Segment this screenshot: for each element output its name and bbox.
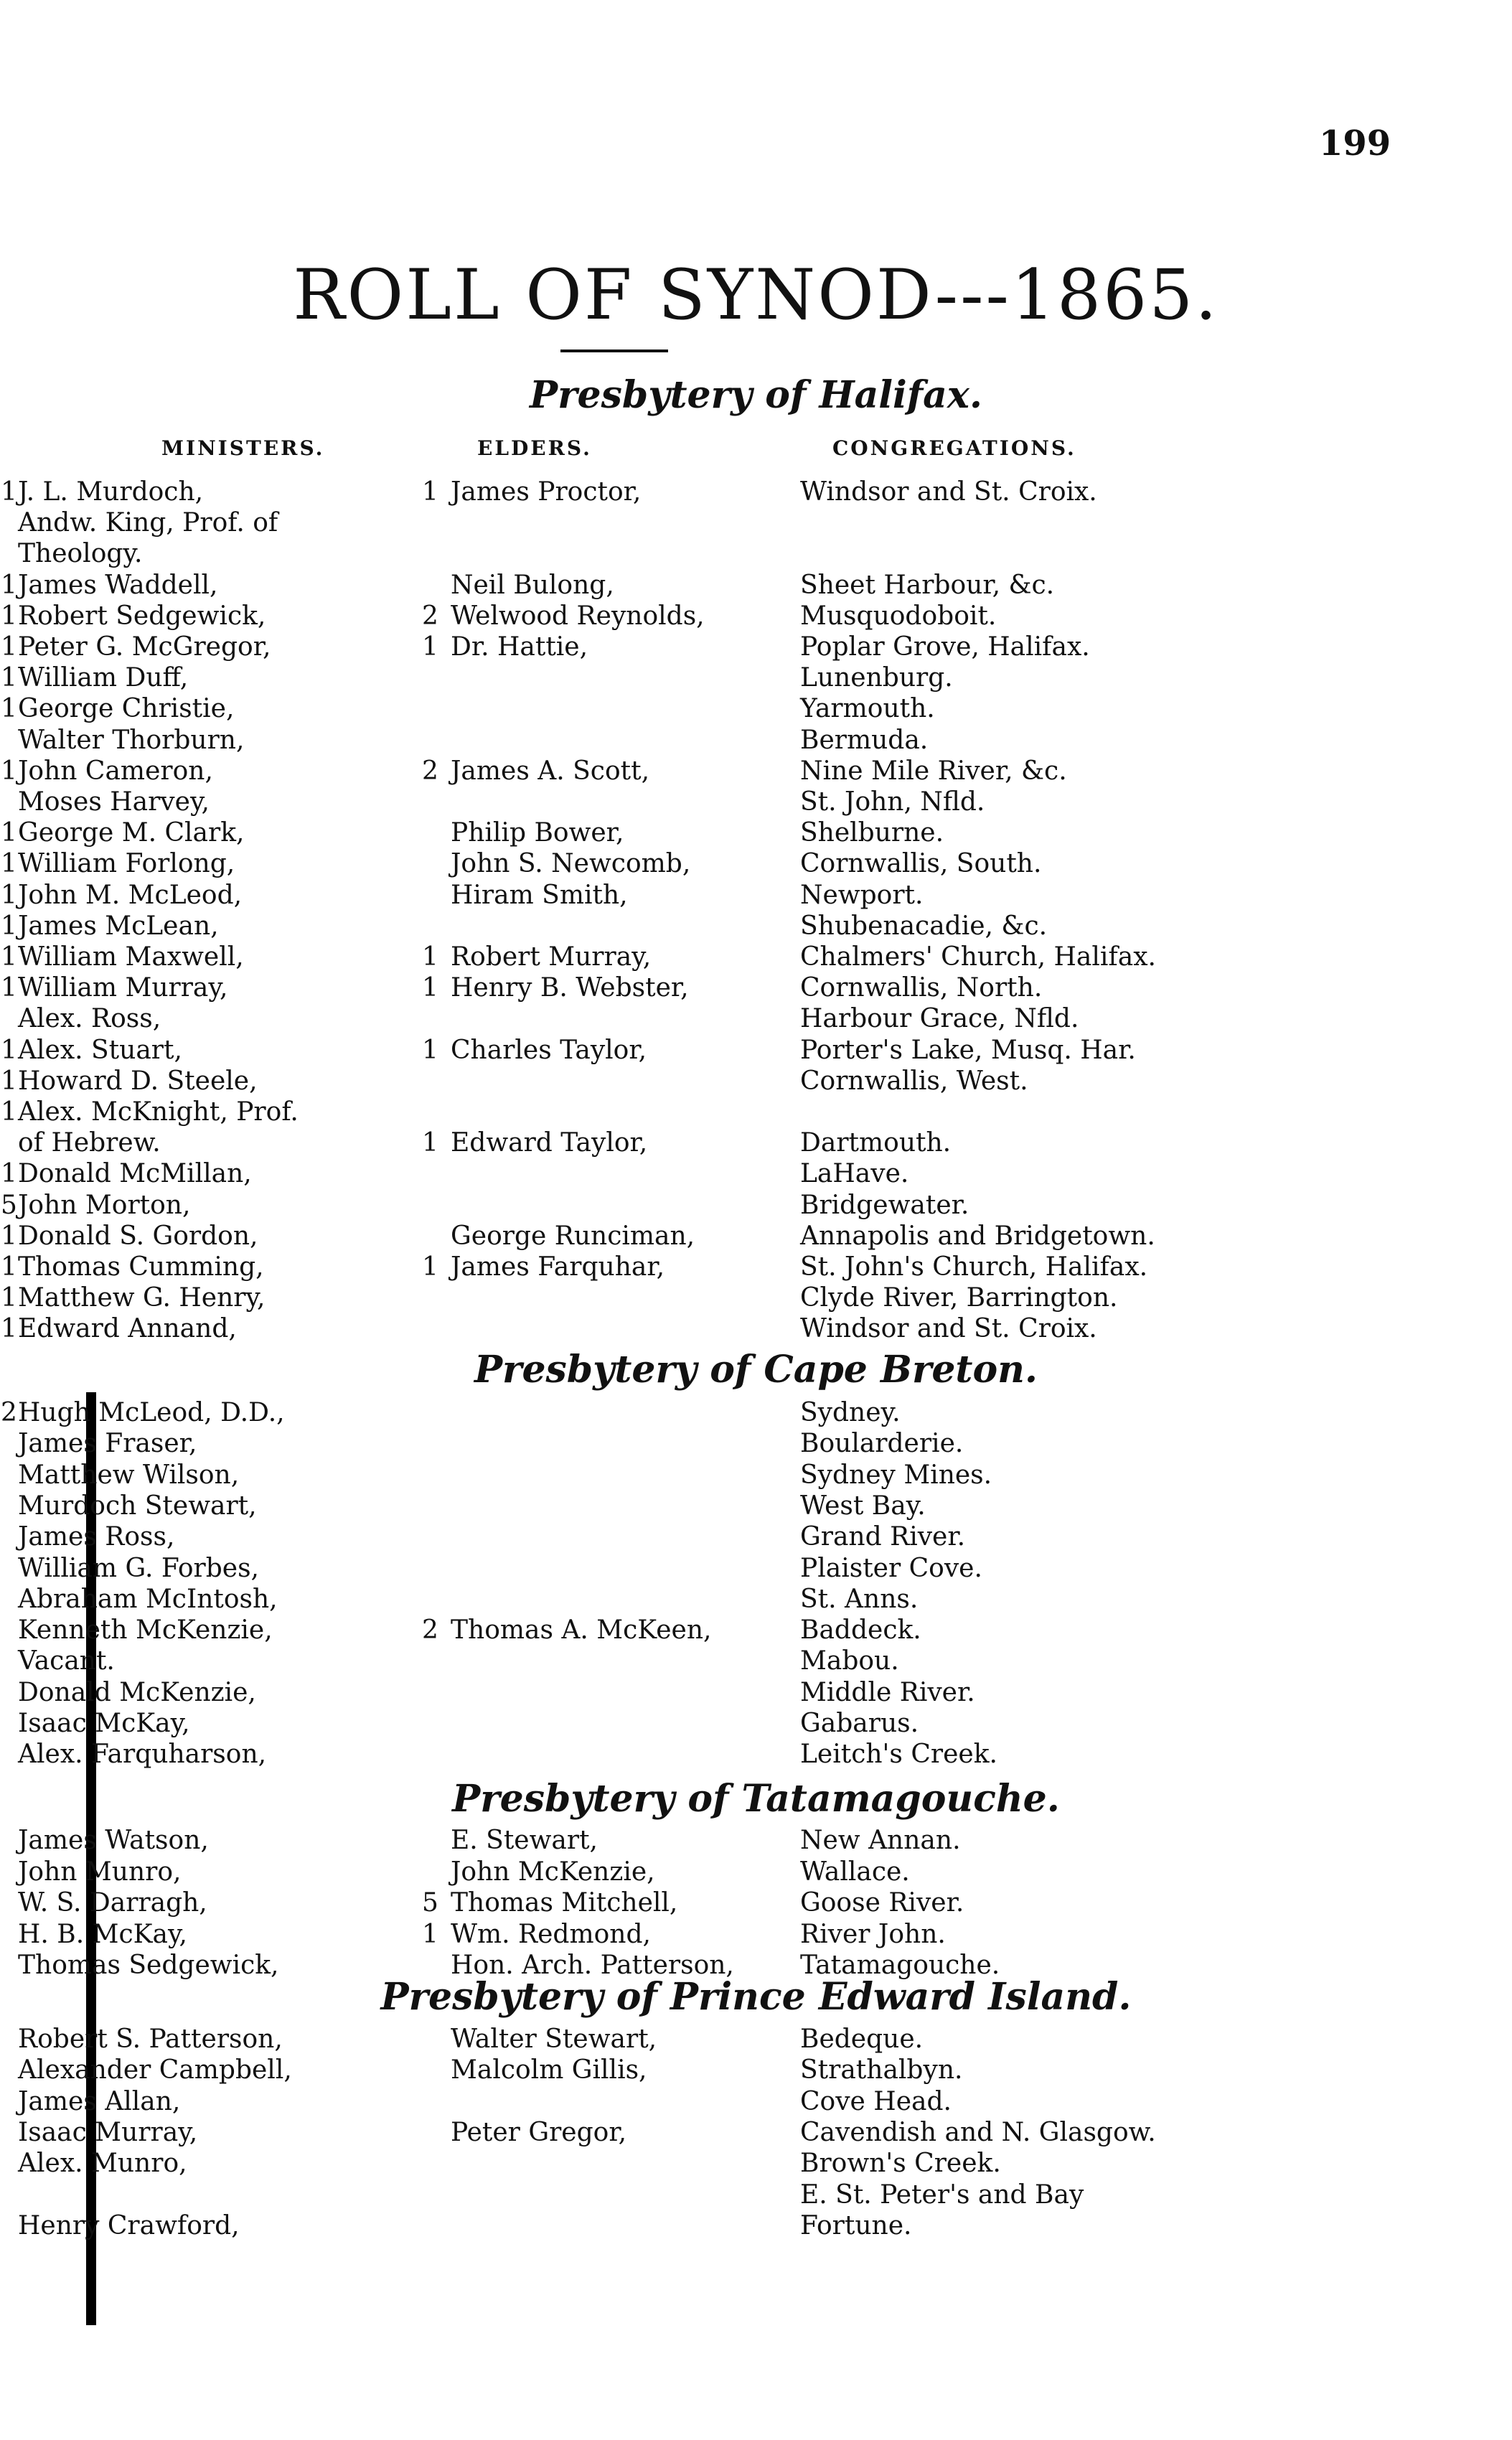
minister-name: J. L. Murdoch, <box>18 477 204 507</box>
congregation-name: E. St. Peter's and Bay <box>800 2180 1084 2210</box>
congregation-name: New Annan. <box>800 1826 961 1855</box>
minister-name: Isaac McKay, <box>18 1709 190 1738</box>
minister-count: 1 <box>1 881 17 910</box>
roll-row <box>0 1553 1512 1585</box>
roll-row <box>0 1035 1512 1066</box>
congregation-name: Harbour Grace, Nfld. <box>800 1004 1079 1033</box>
elder-count: 2 <box>422 1615 438 1645</box>
minister-count: 1 <box>1 1159 17 1188</box>
congregation-name: Annapolis and Bridgetown. <box>800 1221 1155 1251</box>
minister-count: 1 <box>1 911 17 941</box>
congregation-name: St. Anns. <box>800 1585 919 1614</box>
congregation-name: Boularderie. <box>800 1429 964 1458</box>
minister-name: Donald McKenzie, <box>18 1678 256 1707</box>
roll-row <box>0 1460 1512 1491</box>
column-header-ministers: MINISTERS. <box>161 436 325 460</box>
roll-row <box>0 1521 1512 1553</box>
congregation-name: Shelburne. <box>800 818 944 848</box>
elder-name: James A. Scott, <box>451 756 650 786</box>
congregation-name: Clyde River, Barrington. <box>800 1283 1118 1313</box>
elder-count: 5 <box>422 1888 438 1918</box>
congregation-name: Cornwallis, West. <box>800 1066 1028 1096</box>
minister-count: 1 <box>1 1097 17 1127</box>
congregation-name: Sheet Harbour, &c. <box>800 571 1055 600</box>
minister-count: 1 <box>1 1252 17 1282</box>
congregation-name: Mabou. <box>800 1646 899 1676</box>
congregation-name: Bridgewater. <box>800 1191 969 1220</box>
minister-count: 1 <box>1 1314 17 1343</box>
roll-row <box>0 1708 1512 1740</box>
elder-name: James Farquhar, <box>451 1252 665 1282</box>
roll-row <box>0 1003 1512 1035</box>
congregation-name: Sydney Mines. <box>800 1460 992 1490</box>
roll-row <box>0 2179 1512 2211</box>
congregation-name: River John. <box>800 1920 946 1949</box>
elder-name: Walter Stewart, <box>451 2024 657 2054</box>
congregation-name: Windsor and St. Croix. <box>800 1314 1097 1343</box>
congregation-name: Musquodoboit. <box>800 601 997 631</box>
minister-name: John Munro, <box>18 1857 182 1887</box>
elder-name: George Runciman, <box>451 1221 695 1251</box>
minister-name: Donald S. Gordon, <box>18 1221 258 1251</box>
roll-row <box>0 1615 1512 1646</box>
minister-name: Hugh McLeod, D.D., <box>18 1398 285 1427</box>
congregation-name: Wallace. <box>800 1857 910 1887</box>
congregation-name: Brown's Creek. <box>800 2149 1001 2178</box>
roll-row <box>0 1677 1512 1709</box>
elder-count: 1 <box>422 1036 438 1065</box>
minister-name: of Hebrew. <box>18 1128 161 1158</box>
minister-name: Robert S. Patterson, <box>18 2024 283 2054</box>
elder-name: Edward Taylor, <box>451 1128 648 1158</box>
minister-name: Peter G. McGregor, <box>18 632 271 662</box>
title-divider <box>560 349 668 352</box>
roll-row <box>0 2024 1512 2055</box>
congregation-name: Porter's Lake, Musq. Har. <box>800 1036 1136 1065</box>
minister-name: Matthew Wilson, <box>18 1460 240 1490</box>
congregation-name: Chalmers' Church, Halifax. <box>800 942 1156 972</box>
minister-name: Murdoch Stewart, <box>18 1491 257 1521</box>
roll-row <box>0 2055 1512 2086</box>
elder-count: 1 <box>422 1252 438 1282</box>
roll-row <box>0 538 1512 570</box>
roll-row <box>0 1857 1512 1888</box>
elder-name: E. Stewart, <box>451 1826 598 1855</box>
roll-row <box>0 570 1512 601</box>
elder-name: John McKenzie, <box>451 1857 655 1887</box>
elder-name: Charles Taylor, <box>451 1036 647 1065</box>
roll-row <box>0 880 1512 911</box>
elder-count: 2 <box>422 601 438 631</box>
minister-name: George Christie, <box>18 694 235 723</box>
roll-row <box>0 2148 1512 2179</box>
congregation-name: Cavendish and N. Glasgow. <box>800 2118 1156 2147</box>
minister-name: Robert Sedgewick, <box>18 601 266 631</box>
elder-name: Thomas Mitchell, <box>451 1888 678 1918</box>
elder-name: Neil Bulong, <box>451 571 614 600</box>
elder-count: 1 <box>422 632 438 662</box>
minister-count: 1 <box>1 663 17 693</box>
minister-count: 1 <box>1 694 17 723</box>
minister-name: Vacant. <box>18 1646 115 1676</box>
congregation-name: Cornwallis, South. <box>800 849 1042 878</box>
minister-name: Abraham McIntosh, <box>18 1585 278 1614</box>
minister-count: 1 <box>1 632 17 662</box>
minister-name: Moses Harvey, <box>18 787 210 817</box>
minister-name: Edward Annand, <box>18 1314 237 1343</box>
minister-name: Henry Crawford, <box>18 2211 240 2240</box>
minister-name: Isaac Murray, <box>18 2118 198 2147</box>
congregation-name: Sydney. <box>800 1398 901 1427</box>
roll-row <box>0 1190 1512 1221</box>
minister-name: John Cameron, <box>18 756 213 786</box>
roll-row <box>0 848 1512 880</box>
elder-name: John S. Newcomb, <box>451 849 691 878</box>
minister-count: 1 <box>1 1036 17 1065</box>
elder-name: Dr. Hattie, <box>451 632 588 662</box>
roll-row <box>0 1066 1512 1097</box>
congregation-name: Bermuda. <box>800 726 929 755</box>
congregation-name: Cornwallis, North. <box>800 973 1043 1003</box>
congregation-name: Poplar Grove, Halifax. <box>800 632 1090 662</box>
column-header-elders: ELDERS. <box>477 436 592 460</box>
roll-row <box>0 817 1512 849</box>
minister-count: 1 <box>1 1221 17 1251</box>
roll-row <box>0 1919 1512 1951</box>
minister-name: William G. Forbes, <box>18 1554 259 1583</box>
roll-row <box>0 601 1512 632</box>
congregation-name: St. John's Church, Halifax. <box>800 1252 1148 1282</box>
congregation-name: Tatamagouche. <box>800 1951 1000 1980</box>
elder-name: Hon. Arch. Patterson, <box>451 1951 734 1980</box>
congregation-name: Windsor and St. Croix. <box>800 477 1097 507</box>
minister-name: Alexander Campbell, <box>18 2055 292 2085</box>
congregation-name: Baddeck. <box>800 1615 921 1645</box>
elder-name: James Proctor, <box>451 477 642 507</box>
roll-row <box>0 1313 1512 1345</box>
roll-row <box>0 1282 1512 1314</box>
elder-name: Wm. Redmond, <box>451 1920 651 1949</box>
minister-name: Alex. Ross, <box>18 1004 161 1033</box>
roll-row <box>0 2117 1512 2149</box>
elder-name: Robert Murray, <box>451 942 652 972</box>
elder-count: 1 <box>422 942 438 972</box>
minister-name: James Fraser, <box>18 1429 197 1458</box>
roll-row <box>0 2086 1512 2118</box>
roll-row <box>0 1158 1512 1190</box>
congregation-name: Gabarus. <box>800 1709 919 1738</box>
elder-name: Henry B. Webster, <box>451 973 689 1003</box>
minister-name: Walter Thorburn, <box>18 726 245 755</box>
roll-row <box>0 662 1512 694</box>
minister-count: 1 <box>1 756 17 786</box>
roll-row <box>0 1491 1512 1522</box>
section-heading: Presbytery of Tatamagouche. <box>452 1777 1060 1821</box>
roll-row <box>0 1428 1512 1460</box>
minister-name: Thomas Cumming, <box>18 1252 264 1282</box>
elder-name: Peter Gregor, <box>451 2118 627 2147</box>
congregation-name: Leitch's Creek. <box>800 1740 997 1769</box>
section-heading: Presbytery of Halifax. <box>530 373 982 417</box>
minister-name: James Waddell, <box>18 571 218 600</box>
roll-row <box>0 725 1512 756</box>
congregation-name: LaHave. <box>800 1159 909 1188</box>
minister-count: 2 <box>1 1398 17 1427</box>
column-header-congregations: CONGREGATIONS. <box>832 436 1076 460</box>
roll-row <box>0 1097 1512 1128</box>
minister-count: 1 <box>1 571 17 600</box>
roll-row <box>0 507 1512 539</box>
minister-count: 1 <box>1 477 17 507</box>
minister-count: 5 <box>1 1191 17 1220</box>
roll-row <box>0 972 1512 1004</box>
minister-name: Theology. <box>18 539 143 568</box>
roll-row <box>0 477 1512 508</box>
elder-count: 1 <box>422 973 438 1003</box>
minister-count: 1 <box>1 1283 17 1313</box>
roll-row <box>0 1887 1512 1919</box>
minister-name: William Duff, <box>18 663 189 693</box>
minister-name: Kenneth McKenzie, <box>18 1615 273 1645</box>
congregation-name: Bedeque. <box>800 2024 924 2054</box>
minister-count: 1 <box>1 601 17 631</box>
minister-name: William Maxwell, <box>18 942 244 972</box>
congregation-name: Goose River. <box>800 1888 964 1918</box>
roll-row <box>0 693 1512 725</box>
congregation-name: Fortune. <box>800 2211 912 2240</box>
congregation-name: Cove Head. <box>800 2087 952 2116</box>
roll-row <box>0 1252 1512 1283</box>
minister-name: Matthew G. Henry, <box>18 1283 266 1313</box>
minister-name: Thomas Sedgewick, <box>18 1951 279 1980</box>
minister-name: James Ross, <box>18 1522 175 1552</box>
minister-count: 1 <box>1 942 17 972</box>
minister-name: William Murray, <box>18 973 228 1003</box>
congregation-name: Plaister Cove. <box>800 1554 982 1583</box>
elder-name: Thomas A. McKeen, <box>451 1615 712 1645</box>
roll-row <box>0 1825 1512 1857</box>
minister-count: 1 <box>1 818 17 848</box>
elder-name: Malcolm Gillis, <box>451 2055 647 2085</box>
roll-row <box>0 942 1512 973</box>
minister-name: James Watson, <box>18 1826 209 1855</box>
minister-name: George M. Clark, <box>18 818 245 848</box>
elder-name: Philip Bower, <box>451 818 624 848</box>
minister-name: Alex. Stuart, <box>18 1036 182 1065</box>
minister-name: William Forlong, <box>18 849 235 878</box>
minister-name: W. S. Darragh, <box>18 1888 207 1918</box>
minister-name: Alex. Farquharson, <box>18 1740 267 1769</box>
minister-name: John M. McLeod, <box>18 881 243 910</box>
minister-name: James McLean, <box>18 911 219 941</box>
roll-row <box>0 1739 1512 1770</box>
minister-count: 1 <box>1 1066 17 1096</box>
elder-count: 2 <box>422 756 438 786</box>
elder-count: 1 <box>422 1128 438 1158</box>
roll-row <box>0 1397 1512 1429</box>
minister-name: James Allan, <box>18 2087 181 2116</box>
congregation-name: Newport. <box>800 881 924 910</box>
roll-row <box>0 632 1512 663</box>
minister-name: Howard D. Steele, <box>18 1066 258 1096</box>
elder-name: Hiram Smith, <box>451 881 628 910</box>
roll-row <box>0 1127 1512 1159</box>
congregation-name: Shubenacadie, &c. <box>800 911 1048 941</box>
elder-count: 1 <box>422 1920 438 1949</box>
page-title: ROLL OF SYNOD---1865. <box>293 255 1219 335</box>
congregation-name: Nine Mile River, &c. <box>800 756 1067 786</box>
minister-name: Donald McMillan, <box>18 1159 252 1188</box>
page-number: 199 <box>1319 123 1391 164</box>
section-heading: Presbytery of Cape Breton. <box>474 1348 1038 1392</box>
roll-row <box>0 1584 1512 1615</box>
congregation-name: Middle River. <box>800 1678 975 1707</box>
section-heading: Presbytery of Prince Edward Island. <box>380 1975 1132 2019</box>
congregation-name: Grand River. <box>800 1522 966 1552</box>
minister-name: H. B. McKay, <box>18 1920 188 1949</box>
roll-row <box>0 1646 1512 1677</box>
minister-count: 1 <box>1 849 17 878</box>
congregation-name: Strathalbyn. <box>800 2055 963 2085</box>
congregation-name: West Bay. <box>800 1491 926 1521</box>
congregation-name: St. John, Nfld. <box>800 787 985 817</box>
minister-name: Alex. McKnight, Prof. <box>18 1097 299 1127</box>
roll-row <box>0 1221 1512 1252</box>
minister-name: John Morton, <box>18 1191 191 1220</box>
minister-name: Andw. King, Prof. of <box>18 508 278 538</box>
elder-count: 1 <box>422 477 438 507</box>
minister-name: Alex. Munro, <box>18 2149 187 2178</box>
congregation-name: Yarmouth. <box>800 694 935 723</box>
congregation-name: Lunenburg. <box>800 663 953 693</box>
roll-row <box>0 756 1512 787</box>
roll-row <box>0 787 1512 818</box>
roll-row <box>0 2210 1512 2242</box>
elder-name: Welwood Reynolds, <box>451 601 705 631</box>
congregation-name: Dartmouth. <box>800 1128 952 1158</box>
minister-count: 1 <box>1 973 17 1003</box>
roll-row <box>0 911 1512 942</box>
